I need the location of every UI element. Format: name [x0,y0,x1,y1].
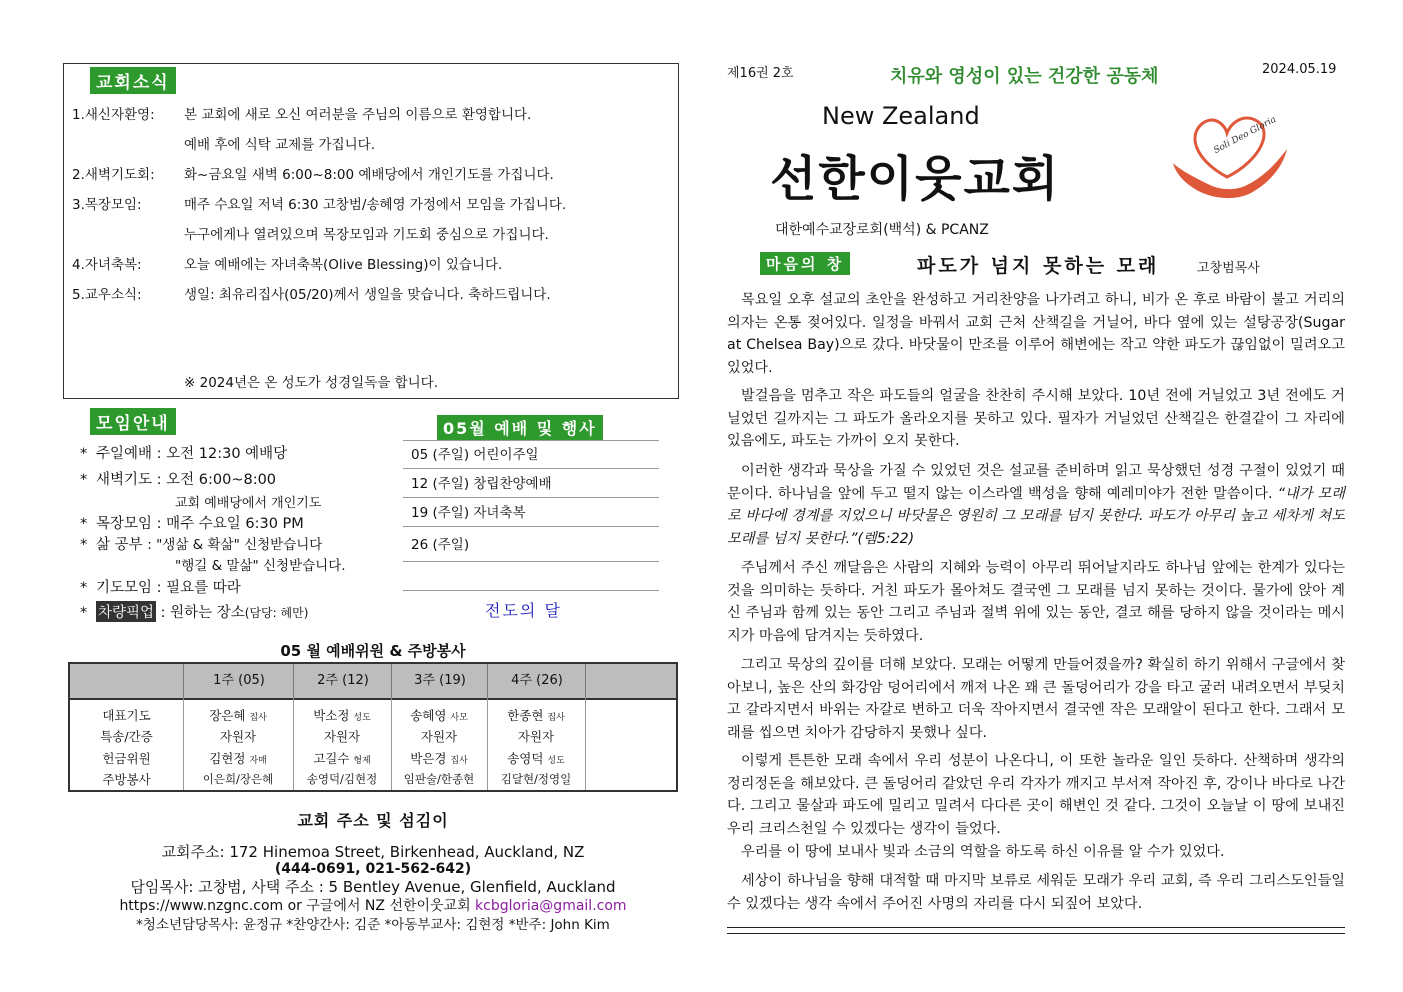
duty-role: 특송/간증 [100,729,153,744]
duty-role: 대표기도 [102,708,151,723]
duty-cell: 박은경 집사 [410,751,468,766]
meeting-item: * 기도모임 : 필요를 따라 [80,580,241,596]
sermon-paragraph: 이러한 생각과 묵상을 가질 수 있었던 것은 설교를 준비하며 읽고 묵상했던 성경 구절이 있었기 때문이다. 하나님을 앞에 두고 떨지 않는 이스라엘 백성을 향해 예레미야가 전한 말씀이다. “내가 모래로 바다에 경계를 지었으니 바닷물은 영원히 그 모래를 넘지 못한다. 파도가 아무리 높고 세차게 쳐도 모래를 넘지 못한다.”(렘5:22) [727,463,1345,547]
news-footnote: ※ 2024년은 온 성도가 성경일독을 합니다. [184,375,438,391]
duty-cell: 고길수 형제 [313,751,371,766]
events-title: 05월 예배 및 행사 [437,415,603,440]
news-item: 4.자녀축복: 오늘 예배에는 자녀축복(Olive Blessing)이 있습니다. [72,257,503,273]
staff-line: *청소년담당목사: 윤정규 *찬양간사: 김준 *아동부교사: 김현정 *반주: John Kim [136,917,610,933]
duty-title: 05 월 예배위원 & 주방봉사 [280,642,466,660]
duty-cell: 임판술/한종현 [403,772,475,786]
denomination: 대한예수교장로회(백석) & PCANZ [775,222,989,238]
meeting-item: * 새벽기도 : 오전 6:00~8:00 [80,472,277,488]
logo-text: Soli Deo Gloria [1212,114,1278,156]
duty-table [68,662,678,792]
duty-week-header: 2주 (12) [293,664,392,698]
duty-cell: 박소정 성도 [313,708,371,723]
event-item: 19 (주일) 자녀축복 [403,499,659,527]
sermon-paragraph: 목요일 오후 설교의 초안을 완성하고 거리찬양을 나가려고 하니, 비가 온 후로 바람이 불고 거리의 의자는 온통 젖어있다. 일정을 바꿔서 교회 근처 산책길을 거닐어, 바다 옆에 있는 설탕공장(Sugar at Chelsea Bay)으로 갔다. 바닷물이 만조를 이루어 해변에는 작고 약한 파도가 끊임없이 밀려오고 있었다. [727,292,1345,376]
meetings-title: 모임안내 [90,408,176,435]
duty-week-header: 1주 (05) [183,664,294,698]
sermon-paragraph: 주님께서 주신 깨달음은 사람의 지혜와 능력이 아무리 뛰어날지라도 하나님 앞에는 한계가 있다는 것을 의미하는 듯하다. 거친 파도가 몰아쳐도 결국엔 그 모래를 넘지 못하는 것이다. 물가에 앉아 계신 주님과 함께 있는 동안 그리고 주님과 절벽 위에 있는 동안, 결코 해를 당하지 않을 것이라는 메시지가 마음에 담겨지는 듯하였다. [727,560,1345,644]
duty-cell: 장은혜 집사 [209,708,267,723]
meeting-item: * 목장모임 : 매주 수요일 6:30 PM [80,516,304,532]
events-bottom-rule [403,590,659,591]
duty-cell: 한종현 집사 [507,708,565,723]
meeting-item: * 삶 공부 : "생삶 & 확삶" 신청받습니다 [80,537,323,553]
event-item: 12 (주일) 창립찬양예배 [403,470,659,498]
duty-divider [585,698,586,790]
email-link[interactable]: kcbgloria@gmail.com [475,898,627,914]
meeting-item: * 주일예배 : 오전 12:30 예배당 [80,446,288,462]
pastor-address: 담임목사: 고창범, 사택 주소 : 5 Bentley Avenue, Glenfield, Auckland [130,878,616,896]
mission-month: 전도의 달 [485,601,562,620]
sermon-title: 파도가 넘지 못하는 모래 [917,255,1160,277]
address-title: 교회 주소 및 섬김이 [297,811,449,830]
meeting-item-detail: 교회 예배당에서 개인기도 [175,496,322,511]
duty-cell: 자원자 [420,729,458,744]
issue-date: 2024.05.19 [1262,62,1337,77]
duty-role: 헌금위원 [102,751,151,766]
column-label: 마음의 창 [760,252,850,275]
duty-cell: 이은희/장은혜 [202,772,274,786]
sermon-paragraph: 그리고 묵상의 깊이를 더해 보았다. 모래는 어떻게 만들어졌을까? 확실히 하기 위해서 구글에서 찾아보니, 높은 산의 화강암 덩어리에서 깨져 나온 꽤 큰 돌덩어리가 강을 타고 굴러 내려오면서 부딪치고 갈라지면서 바위는 자갈로 변하고 더욱 작아지면서 결국엔 작은 모래알이 된다고 한다. 그래서 모래를 씹으면 치아가 감당하지 못했나 싶다. [727,657,1345,741]
duty-cell: 송혜영 사모 [410,708,468,723]
duty-cell: 송영덕 성도 [507,751,565,766]
meeting-item-detail: "행길 & 말삶" 신청받습니다. [175,558,346,574]
volume-number: 제16권 2호 [727,66,794,81]
duty-cell: 자원자 [517,729,555,744]
church-address: 교회주소: 172 Hinemoa Street, Birkenhead, Auckland, NZ [161,843,585,861]
duty-empty-header [585,664,679,698]
region-label: New Zealand [822,102,980,130]
event-item: 05 (주일) 어린이주일 [403,441,659,469]
duty-role: 주방봉사 [102,772,151,787]
website-line: https://www.nzgnc.com or 구글에서 NZ 선한이웃교회 kcbgloria@gmail.com [119,898,627,914]
church-phone: (444-0691, 021-562-642) [274,861,472,877]
church-motto: 치유와 영성이 있는 건강한 공동체 [890,66,1159,87]
duty-cell: 자원자 [323,729,361,744]
scripture-quote: “내가 모래로 바다에 경계를 지었으니 바닷물은 영원히 그 모래를 넘지 못한다. 파도가 아무리 높고 세차게 쳐도 모래를 넘지 못한다.”(렘5:22) [727,485,1345,547]
news-item: 5.교우소식: 생일: 최유리집사(05/20)께서 생일을 맞습니다. 축하드립니다. [72,287,551,303]
sermon-paragraph: 우리를 이 땅에 보내사 빛과 소금의 역할을 하도록 하신 이유를 알 수가 있었다. [741,844,1225,860]
event-item: 26 (주일) [403,530,659,562]
duty-week-header: 3주 (19) [391,664,488,698]
sermon-author: 고창범목사 [1197,261,1260,276]
sermon-paragraph: 발걸음을 멈추고 작은 파도들의 얼굴을 찬찬히 주시해 보았다. 10년 전에 거닐었고 3년 전에도 거닐었던 길까지는 그 파도가 올라오지를 못하고 있다. 필자가 거닐었던 산책길은 한결같이 그 자리에 있음에도, 파도는 가까이 오지 못한다. [727,388,1345,450]
duty-table-header [70,664,676,700]
church-name: 선한이웃교회 [770,151,1061,207]
meeting-item: * 차량픽업 : 원하는 장소(담당: 혜만) [80,601,308,622]
duty-cell: 김달현/정영일 [500,772,572,786]
duty-cell: 김현정 자매 [209,751,267,766]
sermon-paragraph: 이렇게 튼튼한 모래 속에서 우리 성분이 나온다니, 이 또한 놀라운 일인 듯하다. 산책하며 생각의 정리정돈을 해보았다. 큰 돌덩어리 같았던 우리 각자가 깨지고 부서져 작아진 후, 강이나 바다로 나간다. 그리고 물살과 파도에 밀리고 밀려서 다다른 곳이 해변인 것 같다. 그것이 오늘날 이 땅에 보내진 우리 크리스천일 수 있겠다는 생각이 들었다. [727,753,1345,837]
news-item: 2.새벽기도회: 화~금요일 새벽 6:00~8:00 예배당에서 개인기도를 가집니다. [72,167,554,183]
duty-week-header: 4주 (26) [487,664,586,698]
duty-cell: 송영덕/김현정 [306,772,378,786]
duty-cell: 자원자 [219,729,257,744]
church-logo-icon [1165,105,1295,205]
news-item: 1.새신자환영: 본 교회에 새로 오신 여러분을 주님의 이름으로 환영합니다. [72,107,532,123]
bottom-double-rule [727,927,1345,934]
news-item: 예배 후에 식탁 교제를 가집니다. [184,137,375,153]
news-item: 누구에게나 열려있으며 목장모임과 기도회 중심으로 가집니다. [184,227,549,243]
sermon-paragraph: 세상이 하나님을 향해 대적할 때 마지막 보류로 세워둔 모래가 우리 교회, 즉 우리 그리스도인들일 수 있겠다는 생각 속에서 주어진 사명의 자리를 다시 되짚어 보았다. [727,873,1345,912]
news-title: 교회소식 [90,67,176,94]
news-item: 3.목장모임: 매주 수요일 저녁 6:30 고창범/송혜영 가정에서 모임을 가집니다. [72,197,567,213]
